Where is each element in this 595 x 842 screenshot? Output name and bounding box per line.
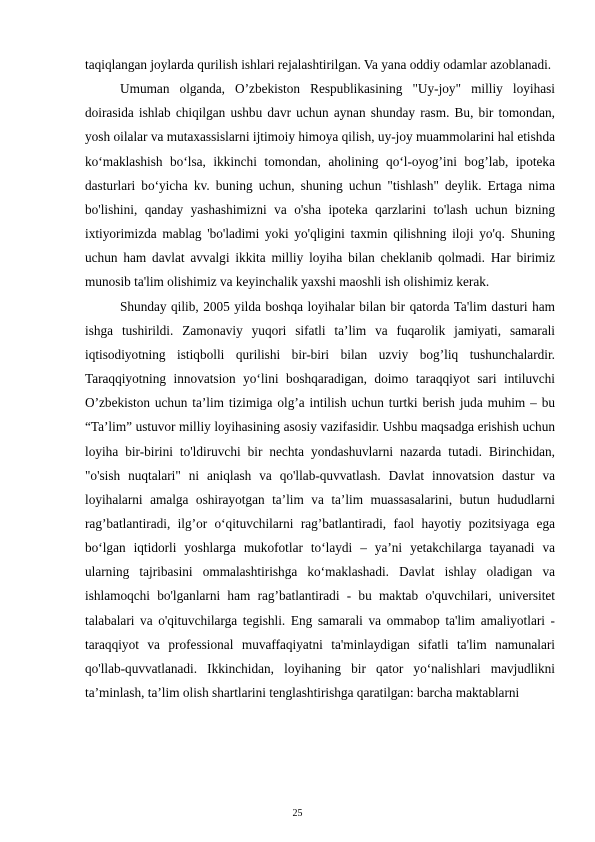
page-number: 25	[292, 808, 303, 819]
body-text	[85, 53, 555, 705]
paragraph-continued: taqiqlangan joylarda qurilish ishlari rejalashtirilgan. Va yana oddiy odamlar azoblanadi.	[85, 57, 552, 72]
paragraph-education-program: Shunday qilib, 2005 yilda boshqa loyihalar bilan bir qatorda Ta'lim dasturi ham ishga tushirildi. Zamonaviy yuqori sifatli ta’lim va fuqarolik jamiyati, samarali iqtisodiyotning istiqbolli qurilishi bir-biri bilan uzviy bog’liq tushunchalardir. Taraqqiyotning innovatsion yo‘lini boshqaradigan, doimo taraqqiyot sari intiluvchi O’zbekiston uchun ta’lim tizimiga olg’a intilish uchun turtki berish juda muhim – bu “Ta’lim” ustuvor milliy loyihasining asosiy vazifasidir. Ushbu maqsadga erishish uchun loyiha bir-birini to'ldiruvchi bir nechta yondashuvlarni nazarda tutadi. Birinchidan, "o'sish nuqtalari" ni aniqlash va qo'llab-quvvatlash. Davlat innovatsion dastur va loyihalarni amalga oshirayotgan ta’lim va ta’lim muassasalarini, butun hududlarni rag’batlantiradi, ilg’or o‘qituvchilarni rag’batlantiradi, faol hayotiy pozitsiyaga ega bo‘lgan iqtidorli yoshlarga mukofotlar to‘laydi – ya’ni yetakchilarga tayanadi va ularning tajribasini ommalashtirishga ko‘maklashadi. Davlat ishlay oladigan va ishlamoqchi bo'lganlarni ham rag’batlantiradi - bu maktab o'quvchilari, universitet talabalari va o'qituvchilarga tegishli. Eng samarali va ommabop ta'lim amaliyotlari - taraqqiyot va professional muvaffaqiyatni ta'minlaydigan sifatli ta'lim namunalari qo'llab-quvvatlanadi. Ikkinchidan, loyihaning bir qator yo‘nalishlari mavjudlikni ta’minlash, ta’lim olish shartlarini tenglashtirishga qaratilgan: barcha maktablarni	[85, 298, 555, 701]
paragraph-uy-joy-project: Umuman olganda, O’zbekiston Respublikasining "Uy-joy" milliy loyihasi doirasida ishlab chiqilgan ushbu davr uchun aynan shunday rasm. Bu, bir tomondan, yosh oilalar va mutaxassislarni ijtimoiy himoya qilish, uy-joy muammolarini hal etishda ko‘maklashish bo‘lsa, ikkinchi tomondan, aholining qo‘l-oyog’ini bog’lab, ipoteka dasturlari bo‘yicha kv. buning uchun, shuning uchun "tishlash" deylik. Ertaga nima bo'lishini, qanday yashashimizni va o'sha ipoteka qarzlarini to'lash uchun bizning ixtiyorimizda mablag 'bo'ladimi yoki yo'qligini taxmin qilishning iloji yo'q. Shuning uchun ham davlat avvalgi ikkita milliy loyiha bilan cheklanib qolmadi. Har birimiz munosib ta'lim olishimiz va keyinchalik yaxshi maoshli ish olishimiz kerak.	[85, 81, 555, 290]
